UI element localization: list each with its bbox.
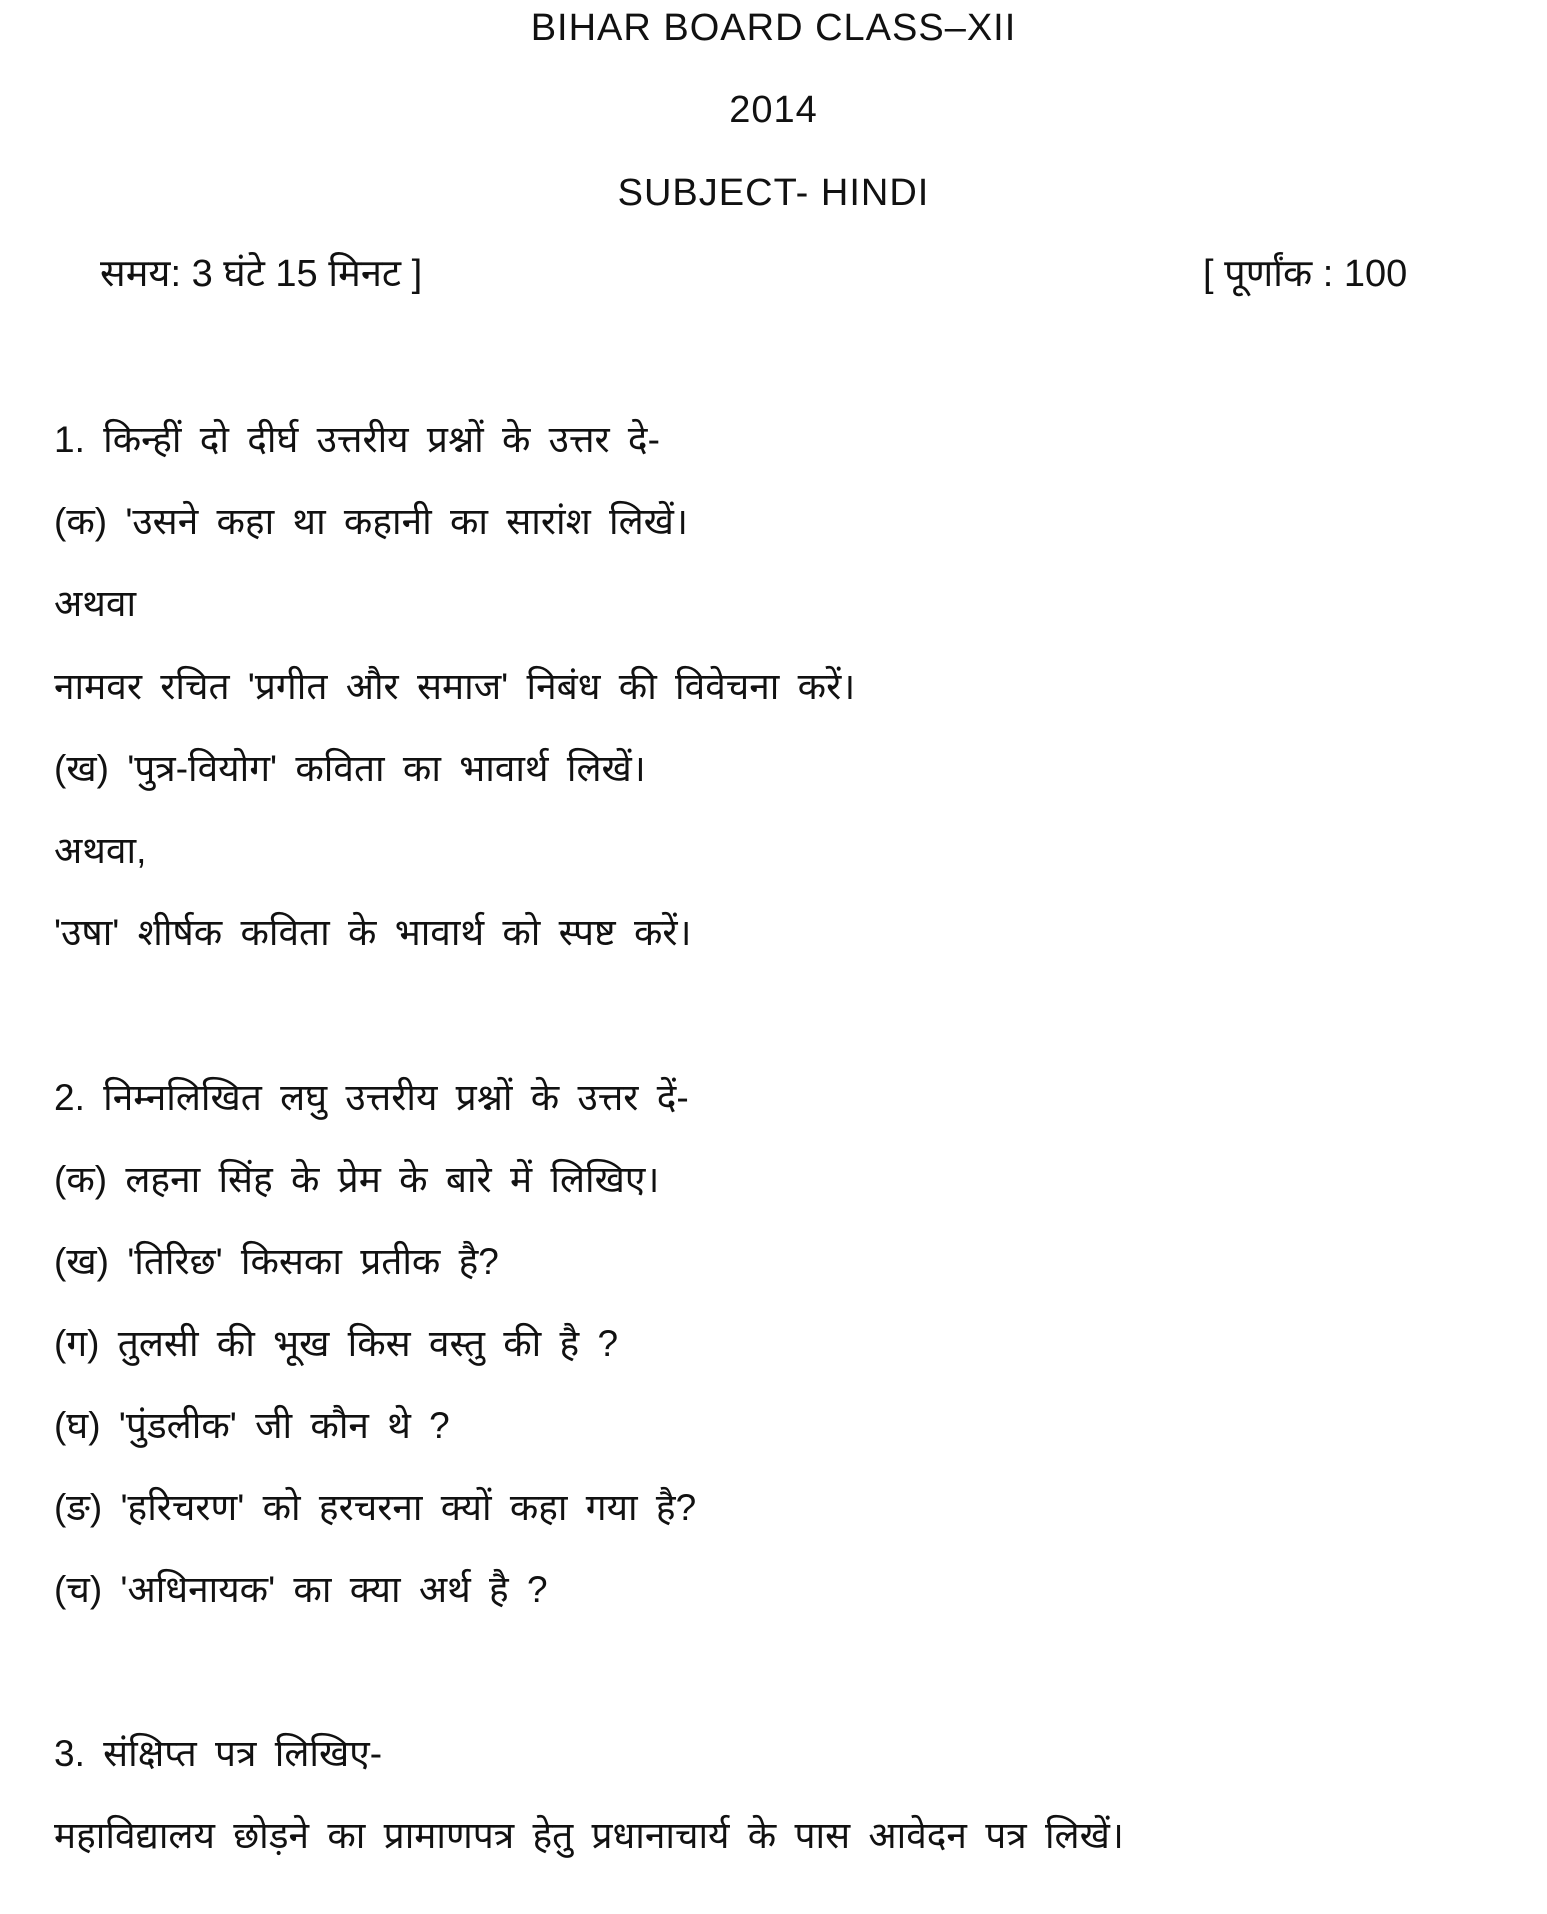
question-line: महाविद्यालय छोड़ने का प्रामाणपत्र हेतु प्रधानाचार्य के पास आवेदन पत्र लिखें। (54, 1815, 1124, 1856)
full-marks: [ पूर्णांक : 100 (1203, 253, 1408, 295)
question-line: (ग) तुलसी की भूख किस वस्तु की है ? (54, 1323, 619, 1364)
board-title: BIHAR BOARD CLASS–XII (530, 7, 1017, 49)
question-line: (च) 'अधिनायक' का क्या अर्थ है ? (54, 1569, 548, 1610)
question-line: (क) लहना सिंह के प्रेम के बारे में लिखिए। (54, 1159, 660, 1200)
question-line: (घ) 'पुंडलीक' जी कौन थे ? (54, 1405, 450, 1446)
question-line: (ङ) 'हरिचरण' को हरचरना क्यों कहा गया है? (54, 1487, 697, 1528)
question-heading: 1. किन्हीं दो दीर्घ उत्तरीय प्रश्नों के उत्तर दे- (54, 419, 660, 460)
question-line: अथवा, (54, 830, 147, 871)
question-heading: 2. निम्नलिखित लघु उत्तरीय प्रश्नों के उत्तर दें- (54, 1077, 689, 1118)
question-line: (क) 'उसने कहा था कहानी का सारांश लिखें। (54, 501, 688, 542)
exam-year: 2014 (729, 89, 818, 131)
question-line: अथवा (54, 583, 137, 624)
question-line: नामवर रचित 'प्रगीत और समाज' निबंध की विवेचना करें। (54, 666, 856, 707)
subject-title: SUBJECT- HINDI (617, 172, 930, 214)
question-heading: 3. संक्षिप्त पत्र लिखिए- (54, 1733, 383, 1774)
question-line: 'उषा' शीर्षक कविता के भावार्थ को स्पष्ट करें। (54, 912, 692, 953)
exam-duration: समय: 3 घंटे 15 मिनट ] (100, 253, 423, 295)
question-line: (ख) 'तिरिछ' किसका प्रतीक है? (54, 1241, 499, 1282)
question-line: (ख) 'पुत्र-वियोग' कविता का भावार्थ लिखें। (54, 748, 646, 789)
